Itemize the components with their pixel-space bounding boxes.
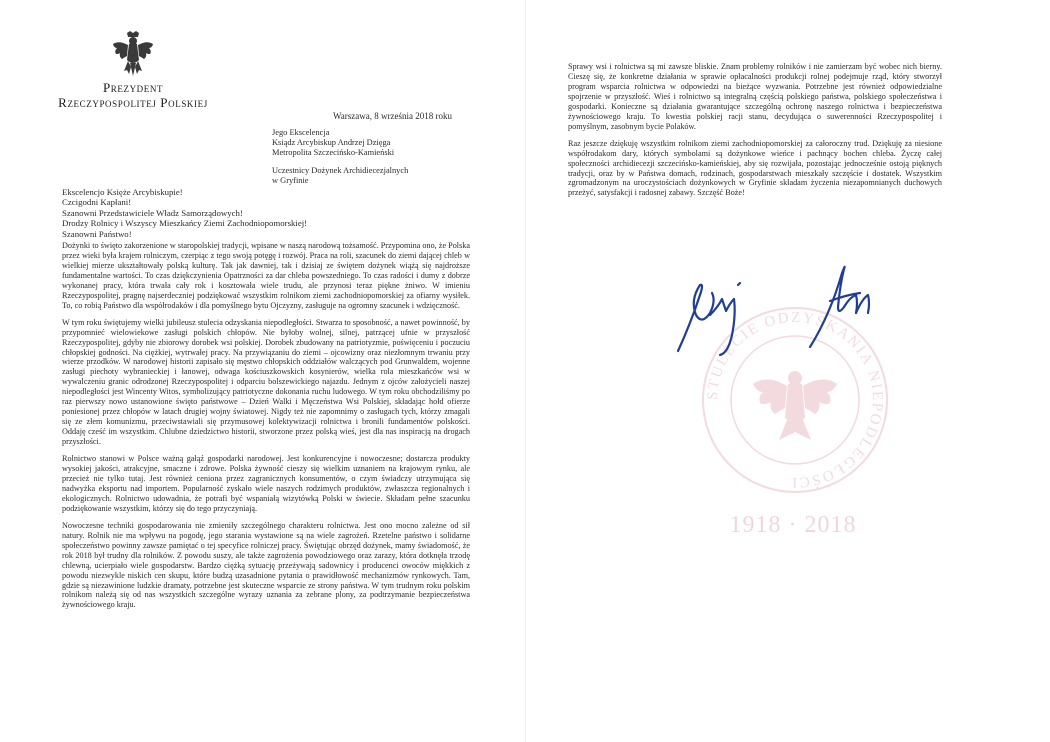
body-paragraph: Dożynki to święto zakorzenione w staropolskiej tradycji, wpisane w naszą narodową tożsamość. Przypomina ono, że Polska przez wieki była krajem rolniczym, czerpiąc z tego swoją potęgę i rozwój. Praca na roli, szacunek do ziemi dającej chleb w wielkiej mierze ukształtowały polską kulturę. Tak jak dawniej, tak i dzisiaj ze świętem dożynek wiążą się najdroższe fundamentalne wartości. To czas dziękczynienia Opatrzności za dar chleba powszedniego. To czas radości i dumy z dobrze wykonanej pracy, która trwała cały rok i kosztowała wiele trudu, ale przynosi teraz piękne żniwo. W imieniu Rzeczypospolitej, pragnę najserdeczniej podziękować wszystkim rolnikom ziemi zachodniopomorskiej za ofiarny wysiłek. To, co robią Państwo dla współrodaków i dla pomyślnego bytu Ojczyzny, zasługuje na ogromny szacunek i wdzięczność. bbox=[62, 241, 470, 310]
addressee-block-participants bbox=[272, 166, 408, 186]
body-paragraph: Nowoczesne techniki gospodarowania nie zmieniły szczególnego charakteru rolnictwa. Jest ono mocno zależne od sił natury. Rolnik nie ma wpływu na pogodę, jego starania wystawione są na wiele zagrożeń. Rzetelne państwo i solidarne społeczeństwo powinny zawsze pamiętać o tej specyfice rolniczej pracy. Świętując obrzęd dożynek, mamy świadomość, że rok 2018 był trudny dla rolników. Z powodu suszy, ale także zagrożenia powodziowego oraz zarazy, która dotknęła trzodę chlewną, ucierpiało wiele gospodarstw. Bardzo ciężką sytuację przeżywają sadownicy i producenci owoców miękkich z powodu niezwykle niskich cen skupu, które budzą uzasadnione pytania o prawidłowość mechanizmów rynkowych. Tam, gdzie są niezawinione ludzkie dramaty, potrzebne jest skuteczne wsparcie ze strony państwa. W tym trudnym roku polskim rolnikom należą się od nas wszystkich szczególne wyrazy uznania za zebrane plony, za podtrzymanie bezpieczeństwa żywnościowego kraju. bbox=[62, 520, 470, 610]
body-paragraph: Rolnictwo stanowi w Polsce ważną gałąź gospodarki narodowej. Jest konkurencyjne i nowoczesne; dostarcza produkty wysokiej jakości, atrakcyjne, smaczne i zdrowe. Polska żywność cieszy się wielkim uznaniem na krajowym rynku, ale przecież nie tylko tutaj. Jest również ceniona przez zagranicznych konsumentów, o czym świadczy utrzymująca się nadwyżka eksportu nad importem. Popularność zyskało wiele naszych rodzimych produktów, zwłaszcza regionalnych i ekologicznych. Rolnictwo udowadnia, że potrafi być wspaniałą wizytówką Polski w świecie. Składam pełne szacunku podziękowanie wszystkim, którzy się do tego przyczyniają. bbox=[62, 454, 470, 513]
addressee-line: Uczestnicy Dożynek Archidiecezjalnych bbox=[272, 166, 409, 175]
letterhead-title bbox=[24, 80, 242, 110]
seal-ring-text: STULECIE ODZYSKANIA NIEPODLEGŁOŚCI bbox=[704, 309, 886, 491]
salutation-line: Szanowni Państwo! bbox=[62, 228, 132, 239]
letterhead-title-line1: Prezydent bbox=[102, 80, 164, 95]
addressee-line: Metropolita Szczecińsko-Kamieński bbox=[272, 148, 395, 157]
body-paragraph: Sprawy wsi i rolnictwa są mi zawsze bliskie. Znam problemy rolników i nie zamierzam być wobec nich bierny. Cieszę się, że konkretne działania w sprawie opłacalności produkcji rolnej podejmuje rząd, który stworzył program wsparcia rolnictwa w odpowiedzi na bieżące wyzwania. Potrzebne jest również odpowiedzialne spojrzenie w przyszłość. Wieś i rolnictwo są integralną częścią polskiego państwa, polskiego społeczeństwa i gospodarki. Konieczne są działania gwarantujące szczególną ochronę naszego rolnictwa i bezpieczeństwa żywnościowego kraju. To kwestia polskiej racji stanu, decydująca o suwerenności Rzeczypospolitej i pomyślnym, zasobnym bycie Polaków. bbox=[568, 62, 942, 131]
salutation-line: Ekscelencjo Księże Arcybiskupie! bbox=[62, 187, 183, 197]
addressee-line: Jego Ekscelencja bbox=[272, 128, 330, 137]
seal-years: 1918 · 2018 bbox=[729, 512, 857, 538]
salutation-line: Drodzy Rolnicy i Wszyscy Mieszkańcy Ziemi Zachodniopomorskiej! bbox=[62, 218, 308, 229]
salutation-block bbox=[62, 187, 307, 239]
body-paragraph: Raz jeszcze dziękuję wszystkim rolnikom ziemi zachodniopomorskiej za całoroczny trud. Dziękuję za niesione współrodakom dary, których symbolami są dożynkowe wieńce i pachnący bochen chleba. Życzę całej społeczności archidiecezji szczecińsko-kamieńskiej, aby się rozwijała, pozostając jednocześnie ostoją pięknych tradycji, oraz by w Państwa domach, rodzinach, gospodarstwach mieszkały szczęście i dostatek. Wszystkim zgromadzonym na uroczystościach dożynkowych w Gryfinie składam życzenia niezapomnianych duchowych przeżyć, satysfakcji i radosnej zabawy. Szczęść Boże! bbox=[568, 138, 942, 198]
salutation-line: Czcigodni Kapłani! bbox=[62, 197, 132, 208]
letterhead-title-line2: Rzeczypospolitej Polskiej bbox=[58, 95, 208, 110]
letter-body-right bbox=[568, 62, 942, 205]
salutation-line: Szanowni Przedstawiciele Władz Samorządowych! bbox=[62, 207, 243, 218]
body-paragraph: W tym roku świętujemy wielki jubileusz stulecia odzyskania niepodległości. Stwarza to sposobność, a nawet powinność, by przypomnieć wielowiekowe zasługi polskich chłopów. Nie byłoby wolnej, silnej, patrzącej ufnie w przyszłość Rzeczypospolitej, gdyby nie zbiorowy dorobek wsi polskiej. Dorobek zbudowany na patriotyzmie, poświęceniu i poczuciu chłopskiej godności. Na ciężkiej, wytrwałej pracy. Na przywiązaniu do ziemi – ojcowizny oraz niezłomnym trwaniu przy wierze przodków. W narodowej historii zapisało się męstwo chłopskich oddziałów walczących pod Grunwaldem, wojenne zasługi piechoty wybranieckiej i łanowej, odwaga kościuszkowskich kosynierów, wielka rola mieszkańców wsi w wywalczeniu granic odrodzonej Rzeczypospolitej i odparciu bolszewickiego najazdu. Jednym z ojców założycieli naszej niepodległości jest Wincenty Witos, symbolizujący patriotyczne dokonania ruchu ludowego. W tym roku obchodziliśmy po raz pierwszy nowo ustanowione święto państwowe – Dzień Walki i Męczeństwa Wsi Polskiej, składając hołd ofierze poniesionej przez chłopów w latach drugiej wojny światowej. Nigdy też nie zapomnimy o zasługach tych, którzy zmagali się ze złem komunizmu, przeciwstawiali się przymusowej kolektywizacji rolnictwa i bronili fundamentów polskości. Oddaję cześć im wszystkim. Chlubne dziedzictwo historii, stworzone przez polską wieś, jest dla nas inspiracją na drogach przyszłości. bbox=[62, 317, 470, 447]
handwritten-signature bbox=[660, 255, 920, 360]
letter-date: Warszawa, 8 września 2018 roku bbox=[333, 111, 452, 121]
addressee-line: Ksiądz Arcybiskup Andrzej Dzięga bbox=[272, 138, 391, 147]
letter-body-left bbox=[62, 241, 470, 617]
addressee-block bbox=[272, 128, 394, 158]
addressee-line: w Gryfinie bbox=[272, 176, 309, 185]
eagle-emblem-icon bbox=[111, 30, 155, 78]
